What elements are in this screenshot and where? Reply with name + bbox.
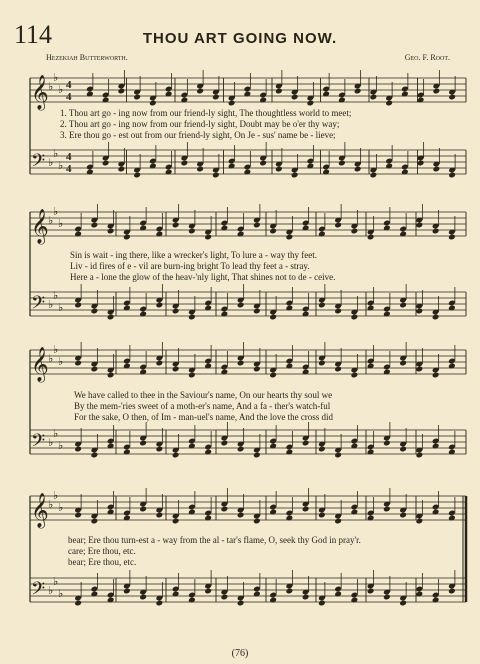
note-head: [354, 166, 362, 173]
note-head: [204, 588, 212, 595]
note-head: [354, 88, 362, 95]
note-head: [172, 222, 180, 229]
note-head: [383, 594, 391, 601]
flat-icon: ♭: [48, 584, 54, 597]
time-signature: 4: [66, 79, 72, 91]
clef-icon: 𝄞: [31, 347, 49, 382]
note-head: [370, 94, 378, 101]
flat-icon: ♭: [53, 289, 59, 302]
note-head: [181, 160, 189, 167]
lyric-line: bear; Ere thou, etc.: [68, 557, 137, 567]
note-head: [133, 94, 141, 101]
note-head: [367, 588, 375, 595]
note-head: [432, 228, 440, 235]
note-head: [448, 588, 456, 595]
lyric-line: We have called to thee in the Saviour's name, On our hearts thy soul we: [74, 390, 333, 400]
note-head: [91, 518, 99, 525]
note-head: [133, 172, 141, 179]
note-head: [448, 172, 456, 179]
flat-icon: ♭: [48, 156, 54, 169]
note-head: [399, 512, 407, 519]
note-head: [318, 600, 326, 607]
note-head: [221, 440, 229, 447]
note-head: [237, 600, 245, 607]
note-head: [307, 100, 315, 107]
note-head: [156, 600, 164, 607]
note-head: [269, 228, 277, 235]
note-head: [74, 302, 82, 309]
note-head: [107, 314, 115, 321]
clef-icon: 𝄞: [31, 75, 49, 110]
flat-icon: ♭: [58, 301, 64, 314]
note-head: [416, 518, 424, 525]
lyric-line: 3. Ere thou go - est out from our friend-ly sight, On Je - sus' name be - lieve;: [60, 130, 336, 140]
flat-icon: ♭: [48, 436, 54, 449]
time-signature: 4: [66, 91, 72, 103]
flat-icon: ♭: [53, 427, 59, 440]
time-signature: 4: [66, 151, 72, 163]
note-head: [399, 600, 407, 607]
lyric-line: By the mem-'ries sweet of a moth-er's name, And a fa - ther's watch-ful: [74, 401, 331, 411]
note-head: [286, 588, 294, 595]
note-head: [291, 172, 299, 179]
flat-icon: ♭: [48, 298, 54, 311]
lyric-line: For the sake, O then, of Im - man-uel's name, And the love the cross did: [74, 412, 334, 422]
note-head: [291, 94, 299, 101]
lyric-line: 1. Thou art go - ing now from our friend-ly sight, The thoughtless world to meet;: [60, 108, 352, 118]
composer-credit: Geo. F. Root.: [404, 53, 450, 62]
note-head: [253, 452, 261, 459]
note-head: [149, 100, 157, 107]
flat-icon: ♭: [58, 355, 64, 368]
clef-icon: 𝄞: [31, 493, 49, 528]
note-head: [334, 452, 342, 459]
lyric-line: care; Ere thou, etc.: [68, 546, 136, 556]
note-head: [383, 506, 391, 513]
note-head: [448, 234, 456, 241]
note-head: [269, 314, 277, 321]
note-head: [275, 88, 283, 95]
note-head: [91, 222, 99, 229]
note-head: [432, 372, 440, 379]
note-head: [172, 308, 180, 315]
clef-icon: 𝄢: [31, 151, 46, 176]
hymn-title: THOU ART GOING NOW.: [142, 30, 338, 47]
flat-icon: ♭: [58, 83, 64, 96]
note-head: [318, 302, 326, 309]
note-head: [334, 308, 342, 315]
note-head: [107, 372, 115, 379]
note-head: [237, 446, 245, 453]
flat-icon: ♭: [58, 439, 64, 452]
note-head: [91, 308, 99, 315]
note-head: [302, 506, 310, 513]
note-head: [351, 372, 359, 379]
flat-icon: ♭: [58, 217, 64, 230]
note-head: [416, 308, 424, 315]
note-head: [318, 446, 326, 453]
hymn-number: 114: [14, 20, 53, 49]
note-head: [416, 366, 424, 373]
note-head: [212, 172, 220, 179]
clef-icon: 𝄢: [31, 431, 46, 456]
note-head: [139, 440, 147, 447]
flat-icon: ♭: [53, 147, 59, 160]
lyricist-credit: Hezekiah Butterworth.: [46, 53, 128, 62]
lyric-line: 2. Thou art go - ing now from our friend-ly sight, Doubt may be o'er thy way;: [60, 119, 340, 129]
flat-icon: ♭: [58, 501, 64, 514]
flat-icon: ♭: [58, 587, 64, 600]
lyric-line: bear; Ere thou turn-est a - way from the al - tar's flame, O, seek thy God in pray'r.: [68, 535, 361, 545]
note-head: [334, 222, 342, 229]
note-head: [399, 302, 407, 309]
note-head: [123, 234, 131, 241]
flat-icon: ♭: [48, 352, 54, 365]
note-head: [237, 360, 245, 367]
note-head: [118, 88, 126, 95]
note-head: [383, 440, 391, 447]
lyric-line: Here a - lone the glow of the heav-'nly light, That shines not to de - ceive.: [70, 272, 336, 282]
note-head: [74, 360, 82, 367]
note-head: [448, 94, 456, 101]
note-head: [91, 366, 99, 373]
note-head: [139, 594, 147, 601]
note-head: [286, 234, 294, 241]
note-head: [156, 512, 164, 519]
note-head: [416, 222, 424, 229]
note-head: [351, 228, 359, 235]
note-head: [139, 506, 147, 513]
note-head: [338, 160, 346, 167]
note-head: [156, 360, 164, 367]
note-head: [172, 366, 180, 373]
note-head: [196, 88, 204, 95]
note-head: [253, 308, 261, 315]
note-head: [269, 372, 277, 379]
note-head: [212, 94, 220, 101]
note-head: [204, 234, 212, 241]
note-head: [237, 302, 245, 309]
note-head: [302, 594, 310, 601]
note-head: [318, 512, 326, 519]
note-head: [385, 100, 393, 107]
page-number: (76): [231, 648, 249, 659]
note-head: [399, 446, 407, 453]
note-head: [228, 100, 236, 107]
lyric-line: Sin is wait - ing there, like a wrecker's light, To lure a - way thy feet.: [70, 250, 318, 260]
note-head: [172, 452, 180, 459]
note-head: [188, 228, 196, 235]
note-head: [433, 166, 441, 173]
note-head: [253, 518, 261, 525]
flat-icon: ♭: [48, 80, 54, 93]
note-head: [351, 314, 359, 321]
clef-icon: 𝄞: [31, 209, 49, 244]
note-head: [123, 588, 131, 595]
lyric-line: Liv - id fires of e - vil are burn-ing bright To lead thy feet a - stray.: [70, 261, 310, 271]
note-head: [172, 518, 180, 525]
note-head: [399, 360, 407, 367]
note-head: [275, 166, 283, 173]
flat-icon: ♭: [53, 489, 59, 502]
flat-icon: ♭: [53, 343, 59, 356]
note-head: [432, 314, 440, 321]
note-head: [237, 512, 245, 519]
note-head: [118, 166, 126, 173]
note-head: [370, 172, 378, 179]
note-head: [156, 446, 164, 453]
note-head: [221, 506, 229, 513]
note-head: [253, 222, 261, 229]
time-signature: 4: [66, 163, 72, 175]
note-head: [74, 600, 82, 607]
note-head: [102, 160, 110, 167]
note-head: [74, 446, 82, 453]
note-head: [107, 228, 115, 235]
flat-icon: ♭: [58, 159, 64, 172]
note-head: [259, 160, 267, 167]
note-head: [334, 518, 342, 525]
flat-icon: ♭: [53, 71, 59, 84]
note-head: [156, 302, 164, 309]
note-head: [367, 234, 375, 241]
note-head: [196, 166, 204, 173]
note-head: [318, 360, 326, 367]
flat-icon: ♭: [48, 498, 54, 511]
note-head: [253, 366, 261, 373]
note-head: [334, 366, 342, 373]
note-head: [221, 594, 229, 601]
note-head: [188, 314, 196, 321]
flat-icon: ♭: [53, 205, 59, 218]
note-head: [302, 440, 310, 447]
note-head: [188, 372, 196, 379]
flat-icon: ♭: [53, 575, 59, 588]
note-head: [74, 512, 82, 519]
clef-icon: 𝄢: [31, 579, 46, 604]
note-head: [433, 88, 441, 95]
note-head: [91, 452, 99, 459]
clef-icon: 𝄢: [31, 293, 46, 318]
flat-icon: ♭: [48, 214, 54, 227]
note-head: [416, 452, 424, 459]
